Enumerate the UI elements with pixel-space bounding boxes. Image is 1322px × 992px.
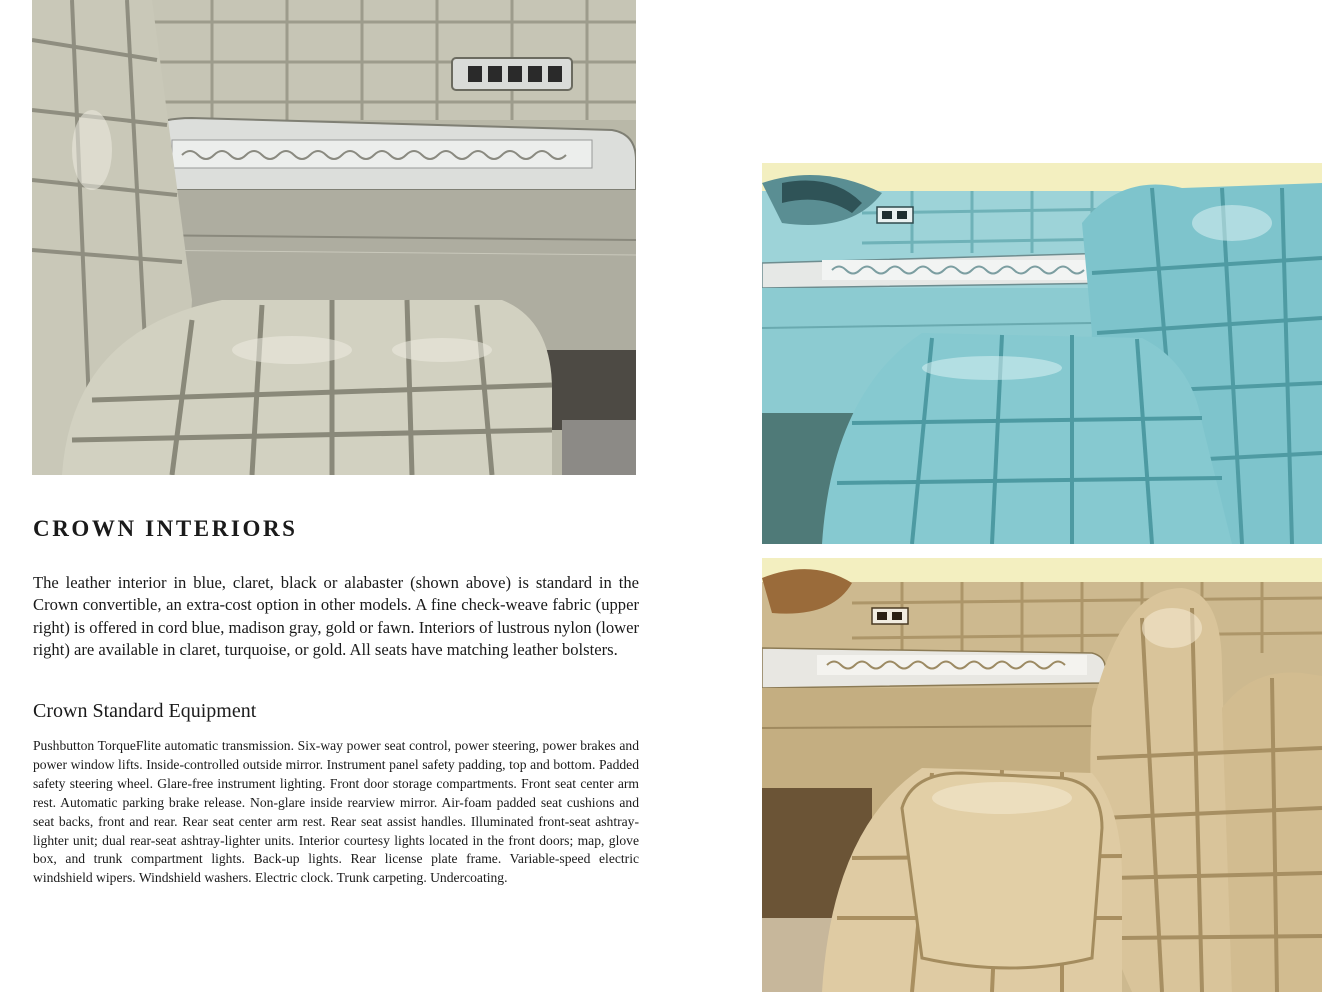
- tan-illustration-art: [762, 558, 1322, 992]
- blue-checkweave-interior-illustration: [762, 163, 1322, 544]
- alabaster-illustration-art: [32, 0, 636, 475]
- tan-nylon-interior-illustration: [762, 558, 1322, 992]
- blue-illustration-art: [762, 163, 1322, 544]
- page-title: CROWN INTERIORS: [33, 516, 298, 541]
- intro-paragraph: The leather interior in blue, claret, black or alabaster (shown above) is standard in the Crown convertible, an extra-cost option in other models. A fine check-weave fabric (upper right) is offered in cord blue, madison gray, gold or fawn. Interiors of lustrous nylon (lower right) are available in claret, turquoise, or gold. All seats have matching leather bolsters.: [33, 573, 639, 659]
- alabaster-leather-interior-illustration: [32, 0, 636, 475]
- equipment-subheading: Crown Standard Equipment: [33, 700, 257, 722]
- equipment-paragraph: Pushbutton TorqueFlite automatic transmission. Six-way power seat control, power steering, power brakes and power window lifts. Inside-controlled outside mirror. Instrument panel safety padding, top and bottom. Padded safety steering wheel. Glare-free instrument lighting. Front door storage compartments. Front seat center arm rest. Automatic parking brake release. Non-glare inside rearview mirror. Air-foam padded seat cushions and seat backs, front and rear. Rear seat center arm rest. Rear seat assist handles. Illuminated front-seat ashtray-lighter unit; dual rear-seat ashtray-lighter units. Interior courtesy lights located in the front doors; map, glove box, and trunk compartment lights. Back-up lights. Rear license plate frame. Variable-speed electric windshield wipers. Windshield washers. Electric clock. Trunk carpeting. Undercoating.: [33, 738, 639, 886]
